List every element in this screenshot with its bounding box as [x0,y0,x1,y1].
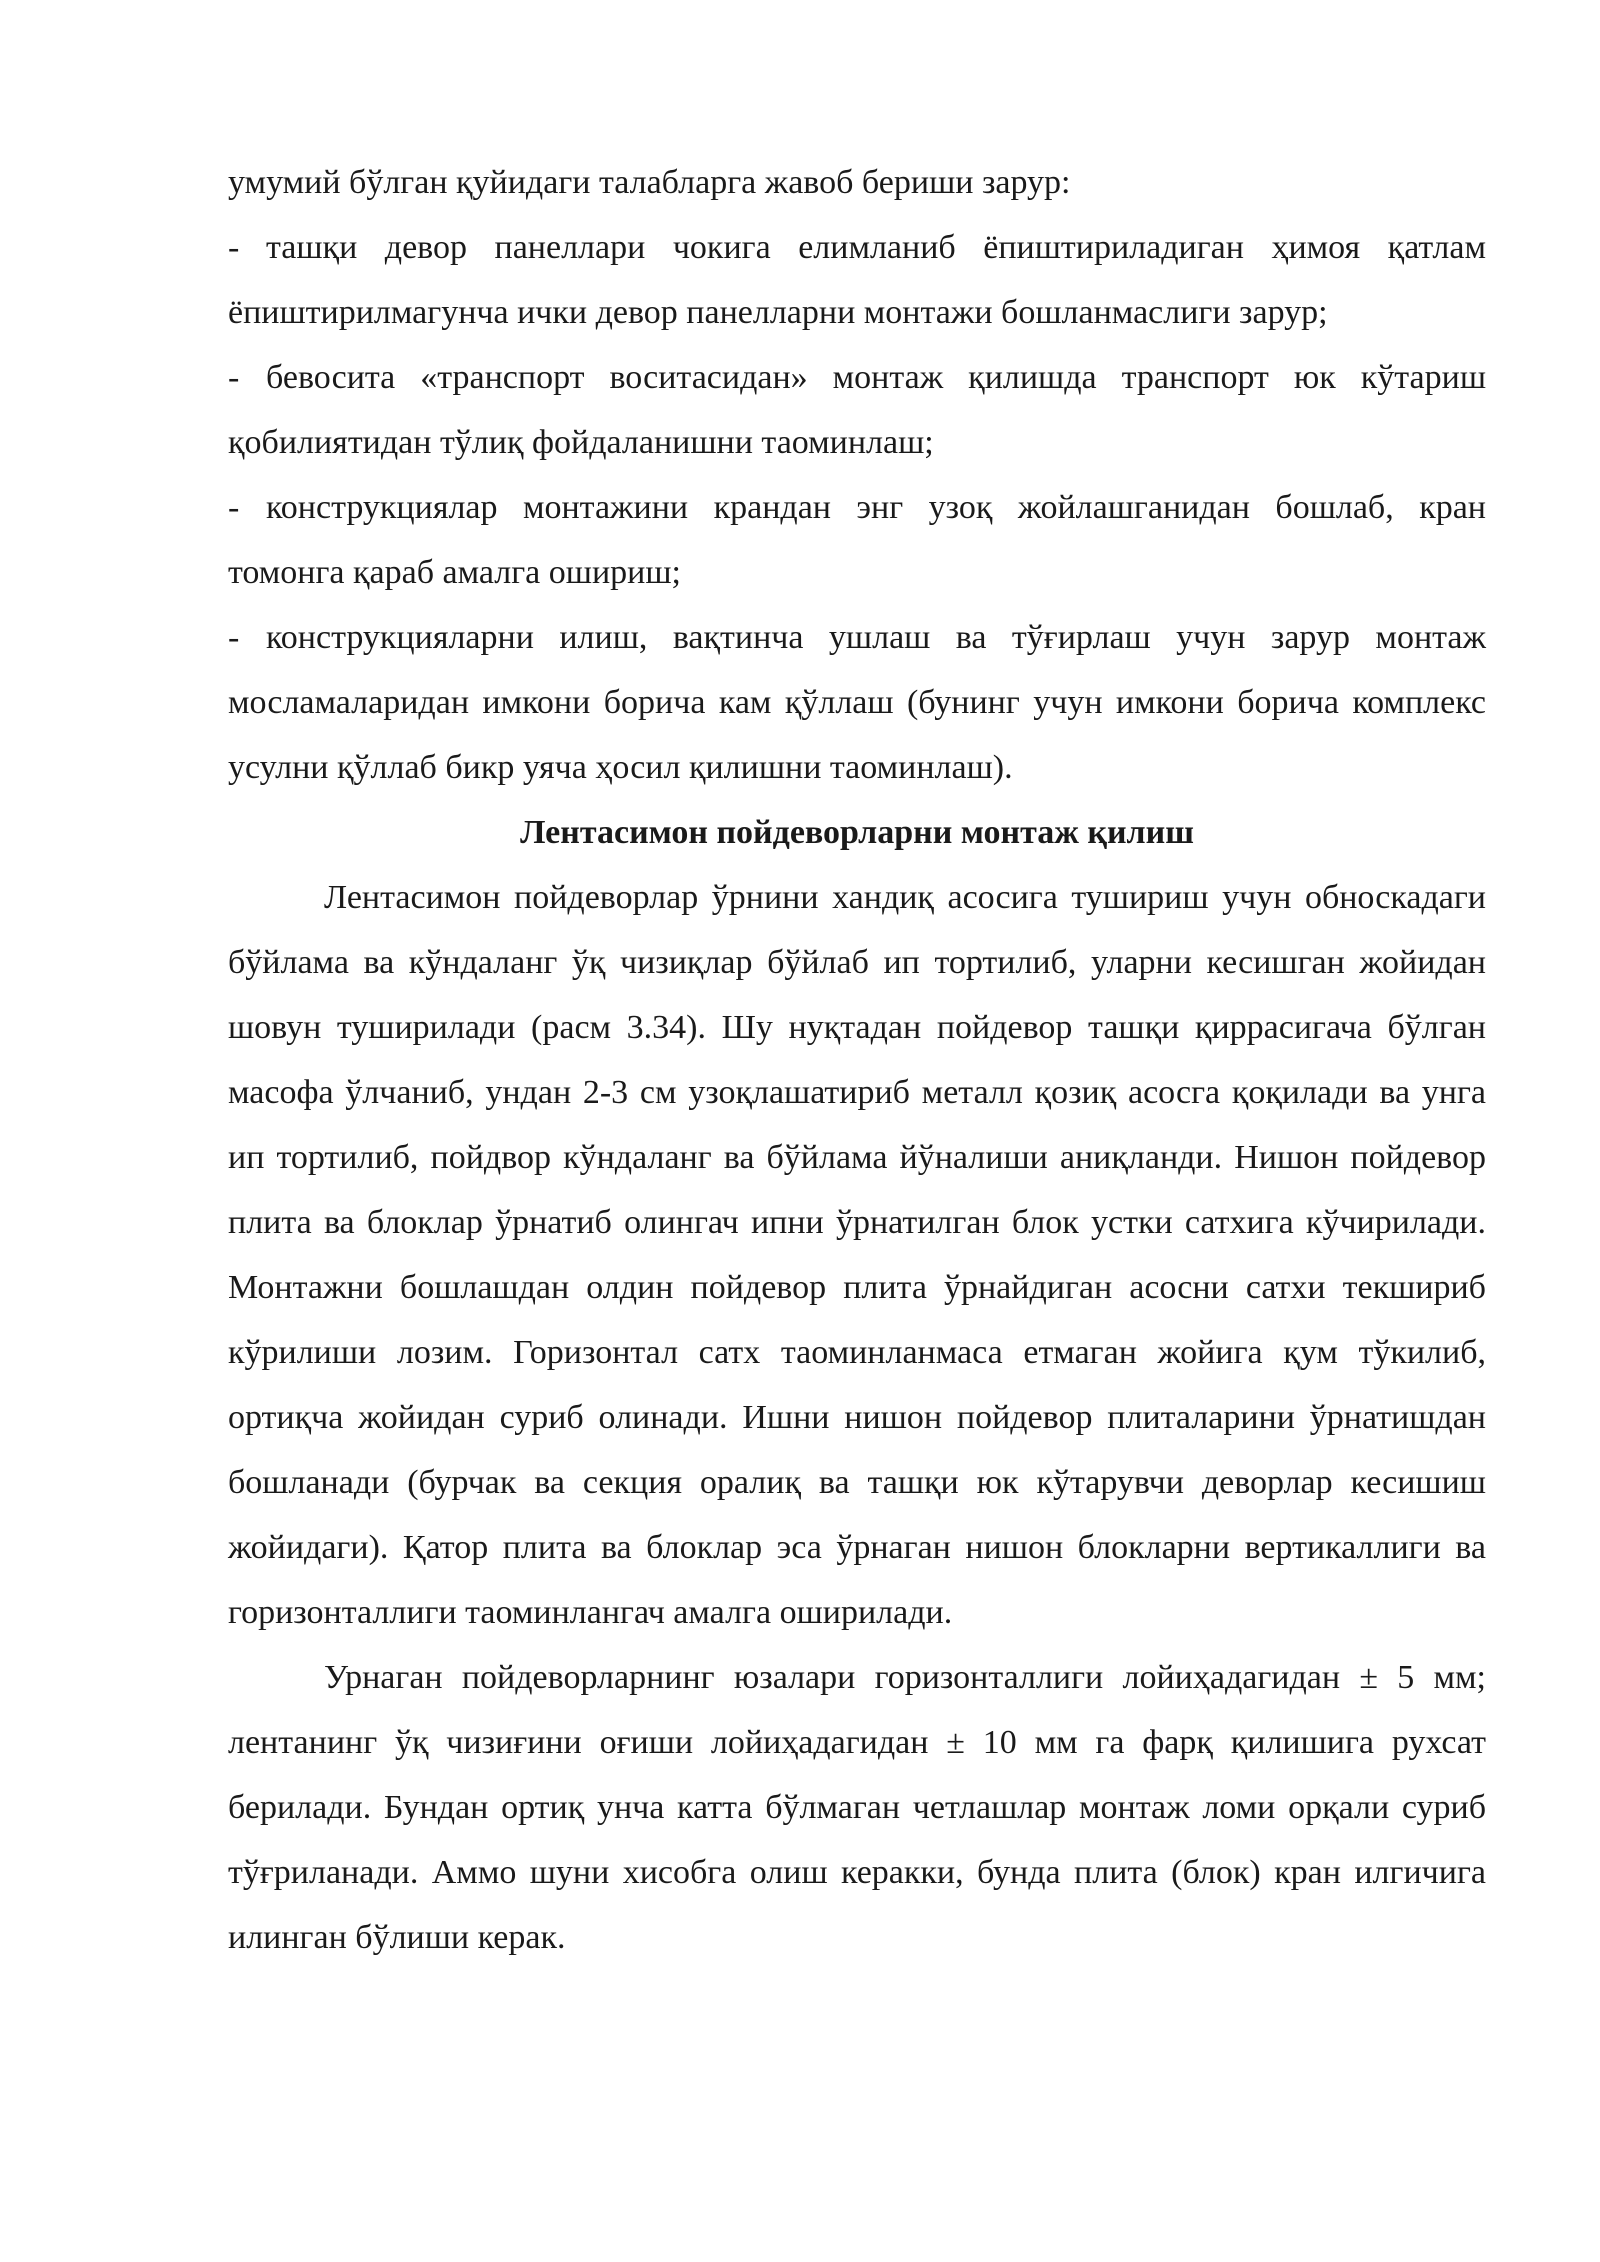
list-item [228,215,1486,345]
intro-line: умумий бўлган қуйидаги талабларга жавоб бериши зарур: [228,164,1071,201]
list-item [228,475,1486,605]
list-item-text: конструкцияларни илиш, вақтинча ушлаш ва тўғирлаш учун зарур монтаж мосламаларидан имкони борича кам қўллаш (бунинг учун имкони борича комплекс усулни қўллаб бикр уяча ҳосил қилишни таоминлаш). [228,619,1486,786]
section-heading: Лентасимон пойдеворларни монтаж қилиш [520,814,1194,851]
list-marker: - [228,359,240,396]
list-marker: - [228,619,240,656]
list-item-text: бевосита «транспорт воситасидан» монтаж қилишда транспорт юк кўтариш қобилиятидан тўлиқ фойдаланишни таоминлаш; [228,359,1486,461]
body-paragraph: Урнаган пойдеворларнинг юзалари горизонталлиги лойиҳадагидан ± 5 мм; лентанинг ўқ чизиғини оғиши лойиҳадагидан ± 10 мм га фарқ қилишига рухсат берилади. Бундан ортиқ унча катта бўлмаган четлашлар монтаж ломи орқали суриб тўғриланади. Аммо шуни хисобга олиш керакки, бунда плита (блок) кран илгичига илинган бўлиши керак. [228,1659,1486,1956]
list-marker: - [228,489,240,526]
document-page [228,150,1486,1970]
list-item [228,345,1486,475]
list-item-text: ташқи девор панеллари чокига елимланиб ёпиштириладиган ҳимоя қатлам ёпиштирилмагунча ички девор панелларни монтажи бошланмаслиги зарур; [228,229,1486,331]
body-paragraph: Лентасимон пойдеворлар ўрнини хандиқ асосига тушириш учун обноскадаги бўйлама ва кўндаланг ўқ чизиқлар бўйлаб ип тортилиб, уларни кесишган жойидан шовун туширилади (расм 3.34). Шу нуқтадан пойдевор ташқи қиррасигача бўлган масофа ўлчаниб, ундан 2-3 см узоқлашатириб металл қозиқ асосга қоқилади ва унга ип тортилиб, пойдвор кўндаланг ва бўйлама йўналиши аниқланди. Нишон пойдевор плита ва блоклар ўрнатиб олингач ипни ўрнатилган блок устки сатхига кўчирилади. Монтажни бошлашдан олдин пойдевор плита ўрнайдиган асосни сатхи текшириб кўрилиши лозим. Горизонтал сатх таоминланмаса етмаган жойига қум тўкилиб, ортиқча жойидан суриб олинади. Ишни нишон пойдевор плиталарини ўрнатишдан бошланади (бурчак ва секция оралиқ ва ташқи юк кўтарувчи деворлар кесишиш жойидаги). Қатор плита ва блоклар эса ўрнаган нишон блокларни вертикаллиги ва горизонталлиги таоминлангач амалга оширилади. [228,879,1486,1631]
list-item-text: конструкциялар монтажини крандан энг узоқ жойлашганидан бошлаб, кран томонга қараб амалга ошириш; [228,489,1486,591]
list-item [228,605,1486,800]
list-marker: - [228,229,240,266]
